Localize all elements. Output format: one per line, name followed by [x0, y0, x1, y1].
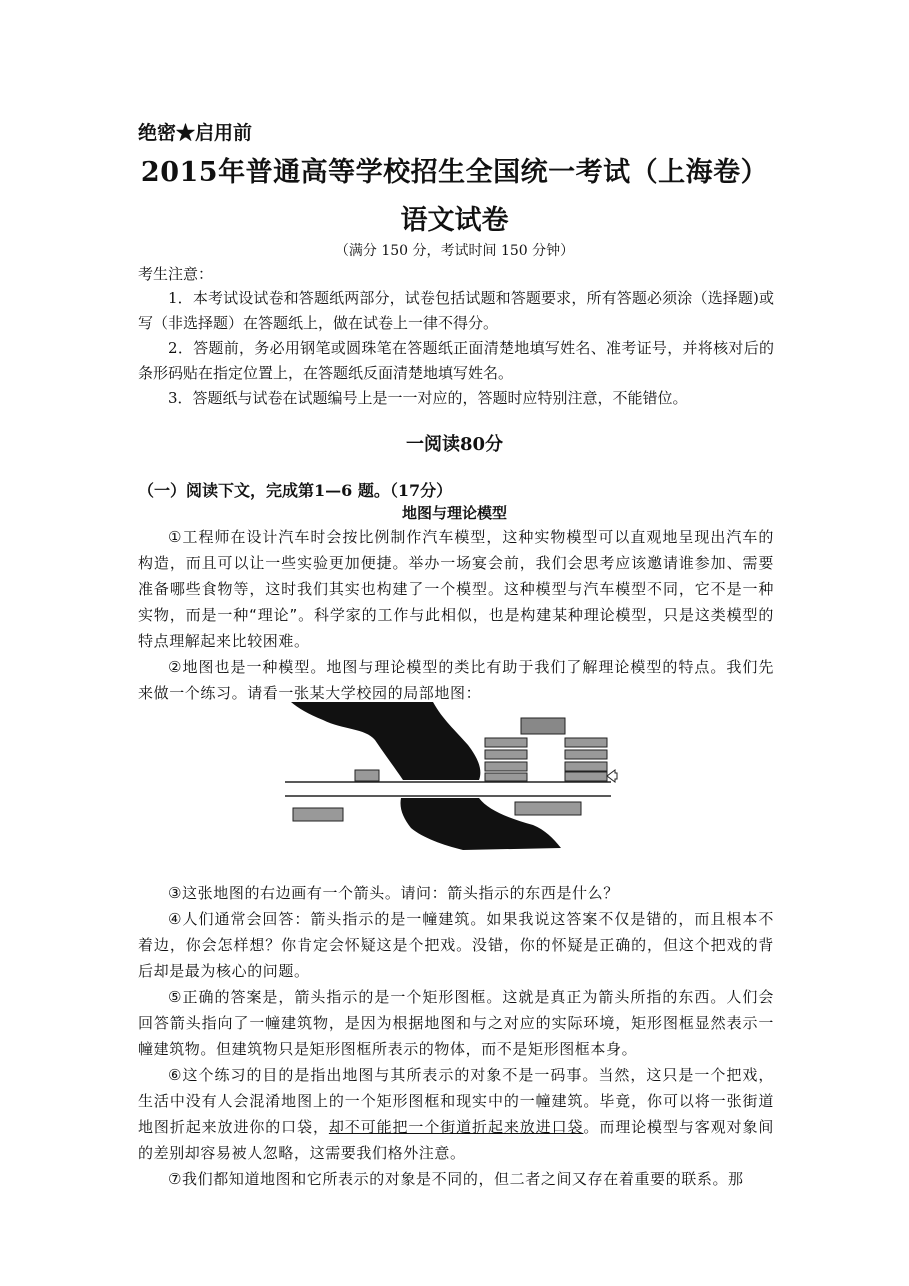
section-title: （一）阅读下文，完成第1—6 题。（17分）	[138, 481, 453, 500]
paragraph	[138, 1062, 774, 1166]
building-rect	[565, 772, 607, 781]
building-rect	[565, 762, 607, 771]
paragraph-text: ⑥这个练习的目的是指出地图与其所表示的对象不是一码事。当然，这只是一个把戏，生活中没有人会混淆地图上的一个矩形图框和现实中的一幢建筑。毕竟，你可以将一张街道地图折起来放进你的口袋，	[138, 1066, 774, 1136]
article-paragraphs-main	[138, 880, 774, 1192]
exam-meta: （满分 150 分，考试时间 150 分钟）	[334, 243, 575, 259]
paragraph: ①工程师在设计汽车时会按比例制作汽车模型，这种实物模型可以直观地呈现出汽车的构造，而且可以让一些实验更加便捷。举办一场宴会前，我们会思考应该邀请谁参加、需要准备哪些食物等，这时我们其实也构建了一个模型。这种模型与汽车模型不同，它不是一种实物，而是一种“理论”。科学家的工作与此相似，也是构建某种理论模型，只是这类模型的特点理解起来比较困难。	[138, 528, 774, 650]
building-rect	[521, 718, 565, 734]
building-rect	[355, 770, 379, 781]
campus-map-figure	[283, 700, 629, 852]
building-rect	[485, 738, 527, 747]
article-title: 地图与理论模型	[401, 504, 507, 522]
exam-title: 2015年普通高等学校招生全国统一考试（上海卷）	[140, 157, 769, 188]
building-rect	[485, 750, 527, 759]
paragraph: ②地图也是一种模型。地图与理论模型的类比有助于我们了解理论模型的特点。我们先来做一个练习。请看一张某大学校园的局部地图：	[138, 658, 774, 702]
underlined-sentence: 却不可能把一个街道折起来放进口袋	[328, 1118, 584, 1136]
notice-item: 3．答题纸与试卷在试题编号上是一一对应的，答题时应特别注意，不能错位。	[168, 389, 688, 407]
notice-item: 1．本考试设试卷和答题纸两部分，试卷包括试题和答题要求，所有答题必须涂（选择题)或写（非选择题）在答题纸上，做在试卷上一律不得分。	[138, 289, 774, 332]
notice-heading: 考生注意：	[138, 265, 214, 283]
paragraph: ⑦我们都知道地图和它所表示的对象是不同的，但二者之间又存在着重要的联系。那	[168, 1170, 744, 1188]
building-rect	[515, 802, 581, 815]
building-rect	[485, 762, 527, 771]
paragraph-text: 。而理论模型与客观对象间的差别却容易被人忽略，这需要我们格外注意。	[138, 1118, 775, 1162]
exam-subtitle: 语文试卷	[400, 205, 509, 236]
secret-label: 绝密★启用前	[138, 122, 253, 144]
paragraph: ⑤正确的答案是，箭头指示的是一个矩形图框。这就是真正为箭头所指的东西。人们会回答箭头指向了一幢建筑物，是因为根据地图和与之对应的实际环境，矩形图框显然表示一幢建筑物。但建筑物只是矩形图框所表示的物体，而不是矩形图框本身。	[138, 988, 774, 1058]
building-rect	[565, 738, 607, 747]
building-rect	[485, 773, 527, 781]
part-title: 一阅读80分	[405, 434, 504, 455]
paragraph: ④人们通常会回答：箭头指示的是一幢建筑。如果我说这答案不仅是错的，而且根本不着边，你会怎样想？你肯定会怀疑这是个把戏。没错，你的怀疑是正确的，但这个把戏的背后却是最为核心的问题。	[138, 910, 774, 980]
paragraph: ③这张地图的右边画有一个箭头。请问：箭头指示的东西是什么？	[168, 884, 619, 902]
arrow-left-icon	[607, 770, 617, 782]
notice-item: 2．答题前，务必用钢笔或圆珠笔在答题纸正面清楚地填写姓名、准考证号，并将核对后的条形码贴在指定位置上，在答题纸反面清楚地填写姓名。	[138, 339, 774, 382]
building-rect	[293, 808, 343, 821]
article-paragraphs-intro	[138, 524, 774, 706]
river-shape	[291, 702, 480, 780]
notice-list	[138, 286, 774, 411]
building-rect	[565, 750, 607, 759]
